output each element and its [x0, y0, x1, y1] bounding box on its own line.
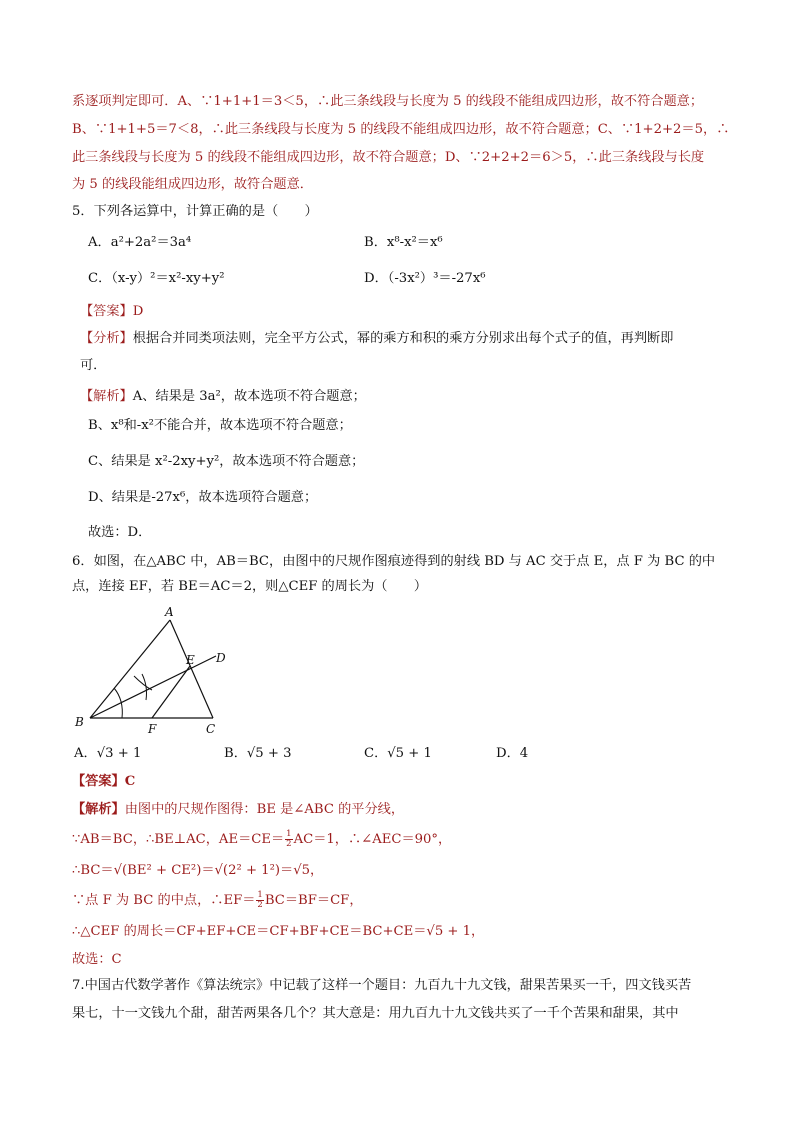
q5-option-c: [88, 269, 225, 289]
q6-solution-tag: 【解析】: [72, 802, 125, 817]
label-d: D: [216, 651, 226, 665]
q7-line-2: 果七，十一文钱九个甜，甜苦两果各几个？其大意是：用九百九十九文钱共买了一千个苦果和甜果，其中: [72, 1006, 679, 1021]
segment-ab: [90, 620, 170, 718]
q6-answer-value: C: [124, 774, 136, 789]
q6-answer: [72, 772, 135, 792]
q5-solution-a-text: A、结果是 3a²，故本选项不符合题意；: [132, 389, 366, 404]
q5-option-a: [88, 233, 191, 253]
q5-analysis-line-1: [80, 329, 673, 349]
q5-choose: 故选：D．: [88, 525, 152, 540]
intro-line-2: B、∵1+1+5＝7＜8，∴此三条线段与长度为 5 的线段不能组成四边形，故不符合题意；C、∵1+2+2＝5，∴: [72, 122, 730, 137]
q5-option-d-text: （-3x²）³＝-27x⁶: [387, 271, 486, 286]
q5-analysis-text-1: 根据合并同类项法则，完全平方公式，幂的乘方和积的乘方分别求出每个式子的值，再判断即: [132, 331, 674, 346]
q5-option-b-label: B．: [364, 235, 387, 250]
segment-ef: [152, 666, 190, 718]
q5-answer-value: D: [132, 304, 144, 319]
construction-arc-inner: [114, 688, 122, 718]
label-e: E: [186, 653, 195, 667]
q6-solution-line-2: [72, 830, 451, 850]
q5-answer-tag: 【答案】: [80, 304, 133, 319]
q6-solution-line-1: [72, 800, 404, 820]
q6-solution-line-5: ∴△CEF 的周长＝CF+EF+CE＝CF+BF+CE＝BC+CE＝√5 + 1，: [72, 924, 485, 939]
label-b: B: [75, 715, 84, 729]
ray-bd: [90, 656, 216, 718]
q5-option-a-label: A．: [88, 235, 111, 250]
construction-arc-cross: [142, 674, 147, 700]
q5-solution-tag: 【解析】: [80, 389, 133, 404]
q6-solution-fraction-half: $\frac{1}{2}$: [286, 829, 292, 849]
q5-solution-b: B、x⁸和-x²不能合并，故本选项不符合题意；: [88, 418, 352, 433]
q5-analysis-line-2: 可．: [80, 358, 107, 373]
q6-stem-line-2: 点，连接 EF，若 BE＝AC＝2，则△CEF 的周长为（ ）: [72, 579, 428, 594]
q5-solution-a: [80, 387, 366, 407]
q6-option-c: C．√5 + 1: [364, 746, 432, 761]
q6-solution-line-3: ∴BC＝√(BE² + CE²)＝√(2² + 1²)＝√5，: [72, 863, 324, 878]
q6-solution-text-2a: ∵AB＝BC，∴BE⊥AC，AE＝CE＝: [72, 832, 285, 847]
label-a: A: [165, 605, 174, 619]
intro-line-1: 系逐项判定即可．A、∵1+1+1＝3＜5，∴此三条线段与长度为 5 的线段不能组成四边形，故不符合题意；: [72, 94, 704, 109]
segment-ac: [170, 620, 213, 718]
q5-option-d: [364, 269, 486, 289]
construction-arc-outer: [134, 676, 152, 690]
q5-option-c-label: C．: [88, 271, 112, 286]
q5-stem: 5．下列各运算中，计算正确的是（ ）: [72, 204, 318, 219]
q5-analysis-tag: 【分析】: [80, 331, 133, 346]
q6-triangle-figure: [70, 602, 240, 740]
q6-option-d: D．4: [496, 746, 529, 761]
q6-solution-text-4a: ∵点 F 为 BC 的中点，∴EF＝: [72, 893, 256, 908]
intro-line-3: 此三条线段与长度为 5 的线段不能组成四边形，故不符合题意；D、∵2+2+2＝6＞5，∴此三条线段与长度: [72, 150, 705, 165]
label-c: C: [206, 722, 216, 736]
q5-option-c-text: （x-y）²＝x²-xy+y²: [111, 271, 225, 286]
q5-option-b-text: x⁸-x²＝x⁶: [386, 235, 443, 250]
q6-solution-text-4b: BC＝BF＝CF，: [264, 893, 363, 908]
q6-stem-line-1: 6．如图，在△ABC 中，AB＝BC，由图中的尺规作图痕迹得到的射线 BD 与 AC 交于点 E，点 F 为 BC 的中: [72, 554, 716, 569]
intro-line-4: 为 5 的线段能组成四边形，故符合题意．: [72, 177, 313, 192]
q5-option-b: [364, 233, 443, 253]
q6-answer-tag: 【答案】: [72, 774, 125, 789]
q5-answer: [80, 302, 143, 322]
q5-option-d-label: D．: [364, 271, 388, 286]
q5-solution-d: D、结果是-27x⁶，故本选项符合题意；: [88, 490, 318, 505]
q6-solution-text-1: 由图中的尺规作图得：BE 是∠ABC 的平分线，: [124, 802, 405, 817]
q6-choose: 故选：C: [72, 952, 122, 967]
q6-option-b: B．√5 + 3: [224, 746, 292, 761]
label-f: F: [148, 722, 157, 736]
q5-solution-c: C、结果是 x²-2xy+y²，故本选项不符合题意；: [88, 454, 365, 469]
q6-solution-text-2b: AC＝1，∴∠AEC＝90°，: [293, 832, 452, 847]
q6-option-a: A．√3 + 1: [74, 746, 142, 761]
q6-solution-line-4: [72, 891, 363, 911]
q5-option-a-text: a²+2a²＝3a⁴: [110, 235, 192, 250]
q6-solution-fraction-half-2: $\frac{1}{2}$: [257, 890, 263, 910]
q7-line-1: 7.中国古代数学著作《算法统宗》中记载了这样一个题目：九百九十九文钱，甜果苦果买一千，四文钱买苦: [72, 978, 692, 993]
